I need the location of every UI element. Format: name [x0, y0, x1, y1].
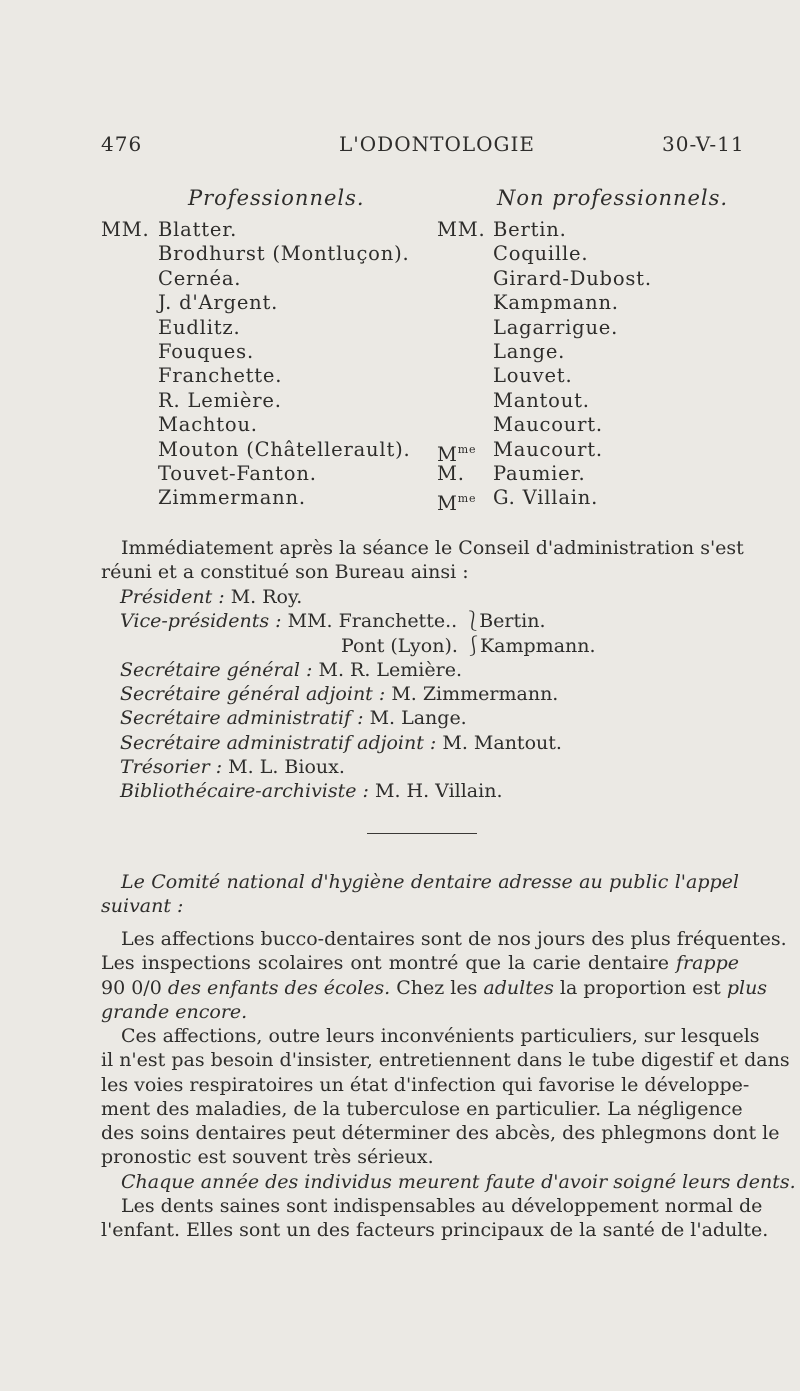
appeal-paragraph-4: Les dents saines sont indispensables au développement normal de l'enfant. Elles sont un des facteurs principaux de la santé de l'adulte.	[101, 1195, 769, 1242]
title-mme-2: $M^{me}$	[437, 492, 477, 515]
heading-non-professionnels: Non professionnels.	[497, 186, 729, 210]
appeal-paragraph-1: Les affections bucco-dentaires sont de nos jours des plus fréquentes. Les inspections scolaires ont montré que la carie dentaire frappe 90 0/0 des enfants des écoles. Chez les adultes la proportion est plus grande encore.	[101, 928, 787, 1023]
office-vice-presidents-2: Pont (Lyon). ⎰Kampmann.	[341, 634, 596, 657]
list-item: Maucourt.	[493, 413, 603, 437]
list-item: Kampmann.	[493, 291, 619, 315]
list-item: Machtou.	[158, 413, 258, 437]
list-item: Touvet-Fanton.	[158, 461, 317, 485]
list-item: Mouton (Châtellerault).	[158, 437, 411, 461]
list-item: Paumier.	[493, 461, 586, 485]
office-vice-presidents: Vice-présidents : MM. Franchette.. ⎱Bertin.	[120, 610, 546, 633]
office-secretaire-general-adjoint: Secrétaire général adjoint : M. Zimmermann.	[120, 683, 559, 706]
non-professionnels-prefix: MM.	[437, 218, 486, 241]
bureau-offices	[120, 585, 596, 804]
section-divider	[367, 833, 477, 834]
bureau-intro: Immédiatement après la séance le Conseil d'administration s'est réuni et a constitué son Bureau ainsi :	[101, 537, 744, 584]
non-professionnels-list	[493, 218, 652, 511]
professionnels-prefix: MM.	[101, 218, 150, 241]
list-item: Maucourt.	[493, 437, 603, 461]
list-item: Zimmermann.	[158, 486, 306, 510]
appeal-paragraph-3: Chaque année des individus meurent faute d'avoir soigné leurs dents.	[121, 1171, 796, 1193]
list-item: Mantout.	[493, 388, 590, 412]
list-item: Coquille.	[493, 242, 589, 266]
list-item: Lagarrigue.	[493, 315, 619, 339]
office-secretaire-general: Secrétaire général : M. R. Lemière.	[120, 658, 462, 681]
page-number: 476	[101, 132, 143, 156]
office-president: Président : M. Roy.	[120, 586, 303, 608]
list-item: Brodhurst (Montluçon).	[158, 242, 410, 266]
list-item: Fouques.	[158, 339, 254, 363]
issue-date: 30-V-11	[662, 132, 745, 156]
list-item: Cernéa.	[158, 266, 242, 290]
list-item: Louvet.	[493, 364, 573, 388]
list-item: Blatter.	[158, 218, 238, 241]
list-item: Girard-Dubost.	[493, 266, 652, 290]
list-item: R. Lemière.	[158, 388, 282, 412]
office-secretaire-administratif: Secrétaire administratif : M. Lange.	[120, 707, 467, 730]
journal-title: L'ODONTOLOGIE	[339, 132, 535, 156]
list-item: Franchette.	[158, 364, 283, 388]
heading-professionnels: Professionnels.	[188, 186, 365, 210]
list-item: Lange.	[493, 339, 566, 363]
title-mme-1: $M^{me}$	[437, 443, 477, 466]
list-item: Eudlitz.	[158, 315, 241, 339]
appeal-intro: Le Comité national d'hygiène dentaire adresse au public l'appel suivant :	[101, 871, 739, 918]
title-m: M.	[437, 462, 465, 485]
office-bibliothecaire: Bibliothécaire-archiviste : M. H. Villain.	[120, 780, 503, 803]
office-secretaire-administratif-adjoint: Secrétaire administratif adjoint : M. Mantout.	[120, 731, 562, 754]
office-tresorier: Trésorier : M. L. Bioux.	[120, 756, 345, 779]
list-item: J. d'Argent.	[158, 291, 279, 315]
appeal-paragraph-2: Ces affections, outre leurs inconvénients particuliers, sur lesquels il n'est pas besoin d'insister, entretiennent dans le tube digestif et dans les voies respiratoires un état d'infection qui favorise le développe- ment des maladies, de la tuberculose en particulier. La négligence des soins dentaires peut déterminer des abcès, des phlegmons dont le pronostic est souvent très sérieux.	[101, 1025, 790, 1169]
list-item: G. Villain.	[493, 486, 599, 510]
list-item: Bertin.	[493, 218, 567, 241]
professionnels-list	[158, 218, 411, 511]
